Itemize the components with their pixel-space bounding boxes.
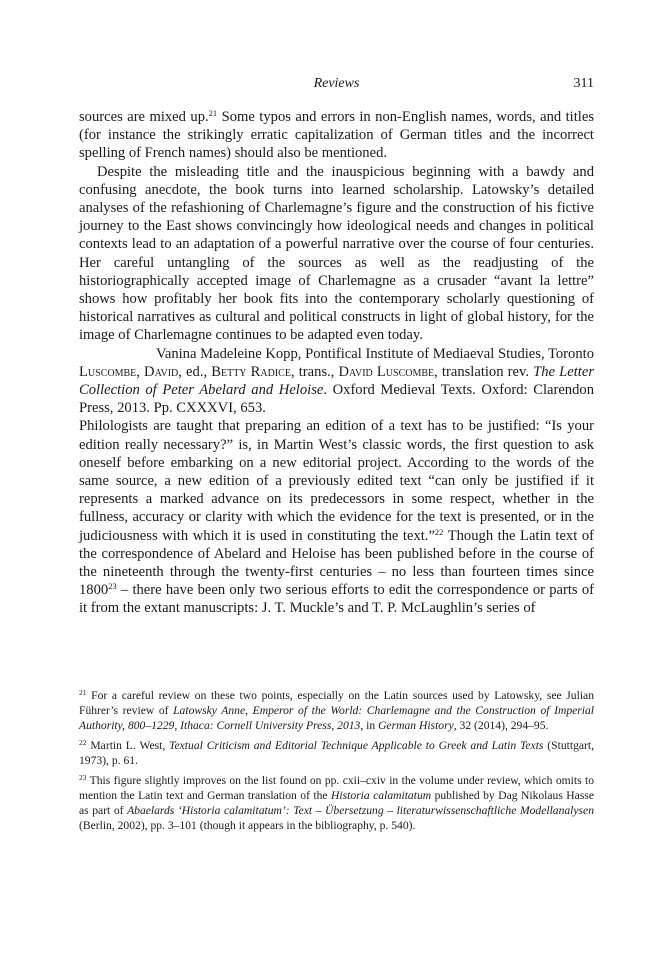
text-run: (Berlin, 2002), pp. 3–101 (though it appears in the bibliography, p. 540).: [79, 819, 416, 832]
bibliographic-entry: [79, 363, 594, 418]
footnotes: [79, 688, 594, 838]
text-run: Some typos and errors in non-English names, words, and titles (for instance the strikingly erratic capitalization of German titles and the incorrect spelling of French names) should also be mentioned.: [79, 109, 594, 162]
text-run: , 32 (2014), 294–95.: [453, 719, 549, 732]
footnote-number: 21: [79, 688, 87, 697]
footnote-23: [79, 773, 594, 833]
text-run: This figure slightly improves on the list found on pp. cxii–cxiv in the volume under review, which omits to mention the Latin text and German translation of the: [79, 774, 594, 802]
footnote-number: 23: [79, 773, 87, 782]
translator-name: Betty Radice: [211, 363, 291, 380]
footnote-ref-21[interactable]: 21: [208, 108, 218, 118]
text-run: , in: [360, 719, 379, 732]
text-run: , trans.,: [290, 363, 339, 380]
reviewer-signature: Vanina Madeleine Kopp, Pontifical Institute of Mediaeval Studies, Toronto: [155, 345, 594, 362]
text-run: , translation rev.: [434, 363, 534, 380]
footnote-ref-22[interactable]: 22: [434, 526, 444, 537]
cited-title: Historia calamitatum: [331, 789, 432, 802]
running-head-title: Reviews: [313, 76, 360, 91]
cited-title: Abaelards ‘Historia calamitatum’: Text – Übersetzung – literaturwissenschaftliche Modellanalysen: [127, 804, 594, 817]
text-run: Philologists are taught that preparing an edition of a text has to be justified: “Is your edition really necessary?” is, in Martin West’s classic words, the first question to ask oneself before embarking on a new editorial project. According to the words of the same source, a new edition of a previously edited text “can only be justified if it represents a marked advance on its predecessors in some respect, whether in the fullness, accuracy or clarity with which the evidence for the text is presented, or in the judiciousness with which it is used in constituting the text.”: [79, 418, 594, 544]
journal-title: German History: [378, 719, 454, 732]
cited-title: Latowsky Anne, Emperor of the World: Charlemagne and the Construction of Imperial Authority, 800–1229, Ithaca: Cornell University Press, 2013: [79, 704, 595, 732]
text-run: Though the Latin text of the correspondence of Abelard and Heloise has been published before in the course of the nineteenth through the twenty-first centuries – no less than fourteen times since 1800: [79, 527, 594, 599]
text-run: – there have been only two serious efforts to edit the correspondence or parts of it from the extant manuscripts: J. T. Muckle’s and T. P. McLaughlin’s series of: [79, 582, 594, 617]
review1-paragraph-1: [79, 108, 594, 163]
review1-paragraph-2: Despite the misleading title and the inauspicious beginning with a bawdy and confusing anecdote, the book turns into learned scholarship. Latowsky’s detailed analyses of the refashioning of Charlemagne’s figure and the construction of his fictive journey to the East shows convincingly how ideological needs and changes in political contexts lead to an adaptation of a powerful narrative over the course of four centuries. Her careful untangling of the sources as well as the readjusting of the historiographically accepted image of Charlemagne as a crusader “avant la lettre” shows how profitably her book fits into the contemporary scholarly questioning of historical narratives as cultural and political constructs in light of global history, for the image of Charlemagne continues to be adapted even today.: [79, 163, 594, 344]
page: [79, 76, 594, 618]
author-name: Luscombe, David: [79, 363, 179, 380]
text-run: sources are mixed up.: [79, 109, 209, 125]
body-text: [79, 108, 594, 618]
running-head: [79, 76, 594, 96]
reviser-name: David Luscombe: [338, 363, 435, 380]
text-run: published by Dag Nikolaus Hasse as part of: [79, 789, 594, 817]
text-run: For a careful review on these two points, especially on the Latin sources used by Latowsky, see Julian Führer’s review of: [79, 689, 594, 717]
footnote-ref-23[interactable]: 23: [108, 581, 117, 592]
footnote-21: [79, 688, 594, 733]
cited-title: Textual Criticism and Editorial Technique Applicable to Greek and Latin Texts: [169, 739, 544, 752]
publication-details: . Oxford Medieval Texts. Oxford: Clarendon Press, 2013. Pp. CXXXVI, 653.: [79, 382, 594, 417]
book-title: The Letter Collection of Peter Abelard and Heloise: [79, 363, 594, 399]
text-run: (Stuttgart, 1973), p. 61.: [79, 739, 595, 767]
footnote-22: [79, 738, 594, 768]
review2-paragraph-1: [79, 417, 594, 617]
footnote-number: 22: [79, 738, 87, 747]
text-run: , ed.,: [178, 363, 212, 380]
page-number: 311: [573, 76, 594, 91]
text-run: Martin L. West,: [86, 739, 170, 752]
